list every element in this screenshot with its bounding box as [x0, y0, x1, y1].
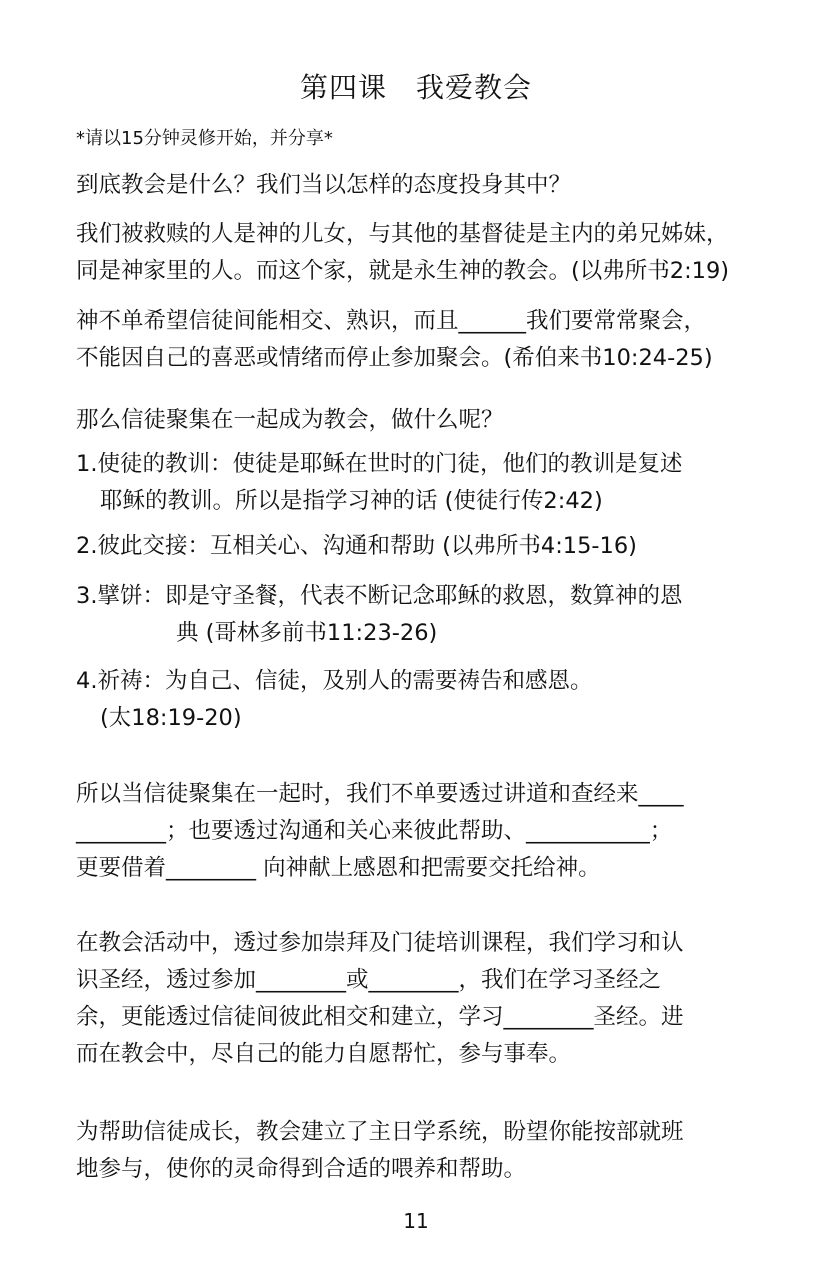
question-what-do-we-do — [76, 402, 756, 439]
list-item-fellowship — [76, 528, 756, 565]
paragraph-line: 在教会活动中，透过参加崇拜及门徒培训课程，我们学习和认 — [76, 930, 684, 956]
list-item-prayer — [76, 663, 756, 737]
paragraph-line: 同是神家里的人。而这个家，就是永生神的教会。(以弗所书2:19) — [76, 258, 730, 284]
question-what-is-church — [76, 167, 756, 204]
paragraph-line: 为帮助信徒成长，教会建立了主日学系统，盼望你能按部就班 — [76, 1119, 684, 1145]
question-line: 到底教会是什么？我们当以怎样的态度投身其中？ — [76, 172, 572, 198]
paragraph-line: 神不单希望信徒间能相交、熟识，而且______我们要常常聚会， — [76, 308, 707, 334]
list-item-line: 典 (哥林多前书11:23-26) — [176, 620, 438, 646]
paragraph-line: 所以当信徒聚集在一起时，我们不单要透过讲道和查经来____ — [76, 781, 684, 807]
paragraph-line: 更要借着________ 向神献上感恩和把需要交托给神。 — [76, 855, 601, 881]
paragraph-sunday-school — [76, 1114, 756, 1188]
list-item-line: (太18:19-20) — [100, 705, 242, 731]
paragraph-line: ________；也要透过沟通和关心来彼此帮助、___________； — [76, 818, 673, 844]
paragraph-fellowship — [76, 303, 756, 377]
paragraph-gathering — [76, 776, 756, 887]
lesson-page — [76, 0, 756, 1275]
paragraph-line: 地参与，使你的灵命得到合适的喂养和帮助。 — [76, 1156, 527, 1182]
paragraph-line: 不能因自己的喜恶或情绪而停止参加聚会。(希伯来书10:24-25) — [76, 345, 713, 371]
list-item-line: 3.擘饼：即是守圣餐，代表不断记念耶稣的救恩，数算神的恩 — [76, 583, 683, 609]
paragraph-line: 我们被救赎的人是神的儿女，与其他的基督徒是主内的弟兄姊妹， — [76, 221, 729, 247]
list-item-line: 耶稣的教训。所以是指学习神的话 (使徒行传2:42) — [100, 488, 603, 514]
list-item-line: 4.祈祷：为自己、信徒，及别人的需要祷告和感恩。 — [76, 668, 593, 694]
list-item-teaching — [76, 446, 756, 520]
list-item-breaking-bread — [76, 578, 756, 652]
list-item-line: 1.使徒的教训：使徒是耶稣在世时的门徒，他们的教训是复述 — [76, 451, 683, 477]
intro-note: *请以15分钟灵修开始，并分享* — [76, 128, 333, 149]
paragraph-line: 识圣经，透过参加________或________，我们在学习圣经之 — [76, 967, 662, 993]
paragraph-line: 余，更能透过信徒间彼此相交和建立，学习________圣经。进 — [76, 1004, 684, 1030]
paragraph-church-activities — [76, 925, 756, 1073]
question-line: 那么信徒聚集在一起成为教会，做什么呢？ — [76, 407, 504, 433]
paragraph-gods-family — [76, 216, 756, 290]
list-item-line: 2.彼此交接：互相关心、沟通和帮助 (以弗所书4:15-16) — [76, 533, 637, 559]
page-number: 11 — [403, 1209, 429, 1233]
page-title: 第四课 我爱教会 — [299, 71, 532, 104]
paragraph-line: 而在教会中，尽自己的能力自愿帮忙，参与事奉。 — [76, 1041, 572, 1067]
